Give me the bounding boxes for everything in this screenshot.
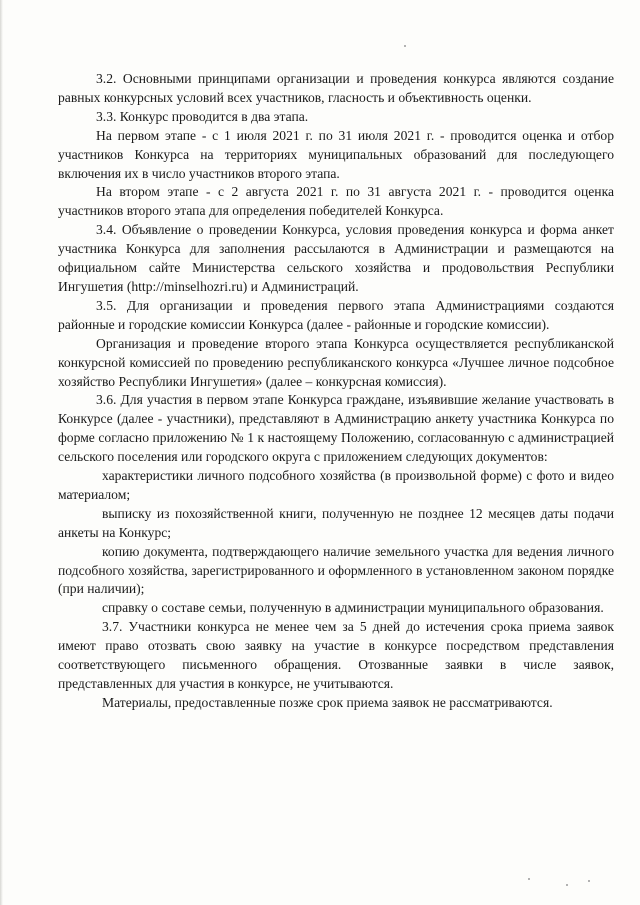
paragraph-late-materials: Материалы, предоставленные позже срок приема заявок не рассматриваются.	[102, 694, 553, 710]
paragraph-3-7: 3.7. Участники конкурса не менее чем за 5 дней до истечения срока приема заявок имеют право отозвать свою заявку на участие в конкурсе посредством представления соответствующего письменного обращения. Отозванные заявки в числе заявок, представленных для участия в конкурсе, не учитываются.	[58, 619, 614, 691]
scan-speck	[404, 45, 406, 47]
list-item-family-certificate: справку о составе семьи, полученную в администрации муниципального образования.	[102, 600, 604, 616]
list-item-characteristics: характеристики личного подсобного хозяйства (в произвольной форме) с фото и видео материалом;	[58, 468, 614, 502]
paragraph-3-4: 3.4. Объявление о проведении Конкурса, условия проведения конкурса и форма анкет участника Конкурса для заполнения рассылаются в Администрации и размещаются на официальном сайте Министерства сельского хозяйства и продовольствия Республики Ингушетия (http://minselhozri.ru) и Администраций.	[58, 222, 614, 294]
paragraph-stage-one: На первом этапе - с 1 июля 2021 г. по 31 июля 2021 г. - проводится оценка и отбор участников Конкурса на территориях муниципальных образований для последующего включения их в число участников второго этапа.	[58, 127, 614, 181]
scan-speck	[588, 880, 590, 882]
scan-edge	[0, 0, 3, 905]
paragraph-3-5: 3.5. Для организации и проведения первого этапа Администрациями создаются районные и городские комиссии Конкурса (далее - районные и городские комиссии).	[58, 297, 614, 332]
paragraph-3-3: 3.3. Конкурс проводится в два этапа.	[96, 108, 309, 124]
paragraph-stage-two: На втором этапе - с 2 августа 2021 г. по 31 августа 2021 г. - проводится оценка участников второго этапа для определения победителей Конкурса.	[58, 184, 614, 219]
scan-speck	[528, 878, 530, 880]
list-item-land-document: копию документа, подтверждающего наличие земельного участка для ведения личного подсобного хозяйства, зарегистрированного и оформленного в установленном законом порядке (при наличии);	[58, 543, 614, 597]
document-page	[58, 70, 614, 713]
paragraph-3-6: 3.6. Для участия в первом этапе Конкурса граждане, изъявившие желание участвовать в Конкурсе (далее - участники), представляют в Администрацию анкету участника Конкурса по форме согласно приложению № 1 к настоящему Положению, согласованную с администрацией сельского поселения или городского округа с приложением следующих документов:	[58, 392, 614, 465]
paragraph-second-stage-organization: Организация и проведение второго этапа Конкурса осуществляется республиканской конкурсной комиссией по проведению республиканского конкурса «Лучшее личное подсобное хозяйство Республики Ингушетия» (далее – конкурсная комиссия).	[58, 335, 614, 389]
list-item-extract: выписку из похозяйственной книги, полученную не позднее 12 месяцев даты подачи анкеты на Конкурс;	[58, 505, 614, 540]
scan-speck	[566, 884, 568, 886]
paragraph-3-2: 3.2. Основными принципами организации и проведения конкурса являются создание равных конкурсных условий всех участников, гласность и объективность оценки.	[58, 71, 614, 105]
